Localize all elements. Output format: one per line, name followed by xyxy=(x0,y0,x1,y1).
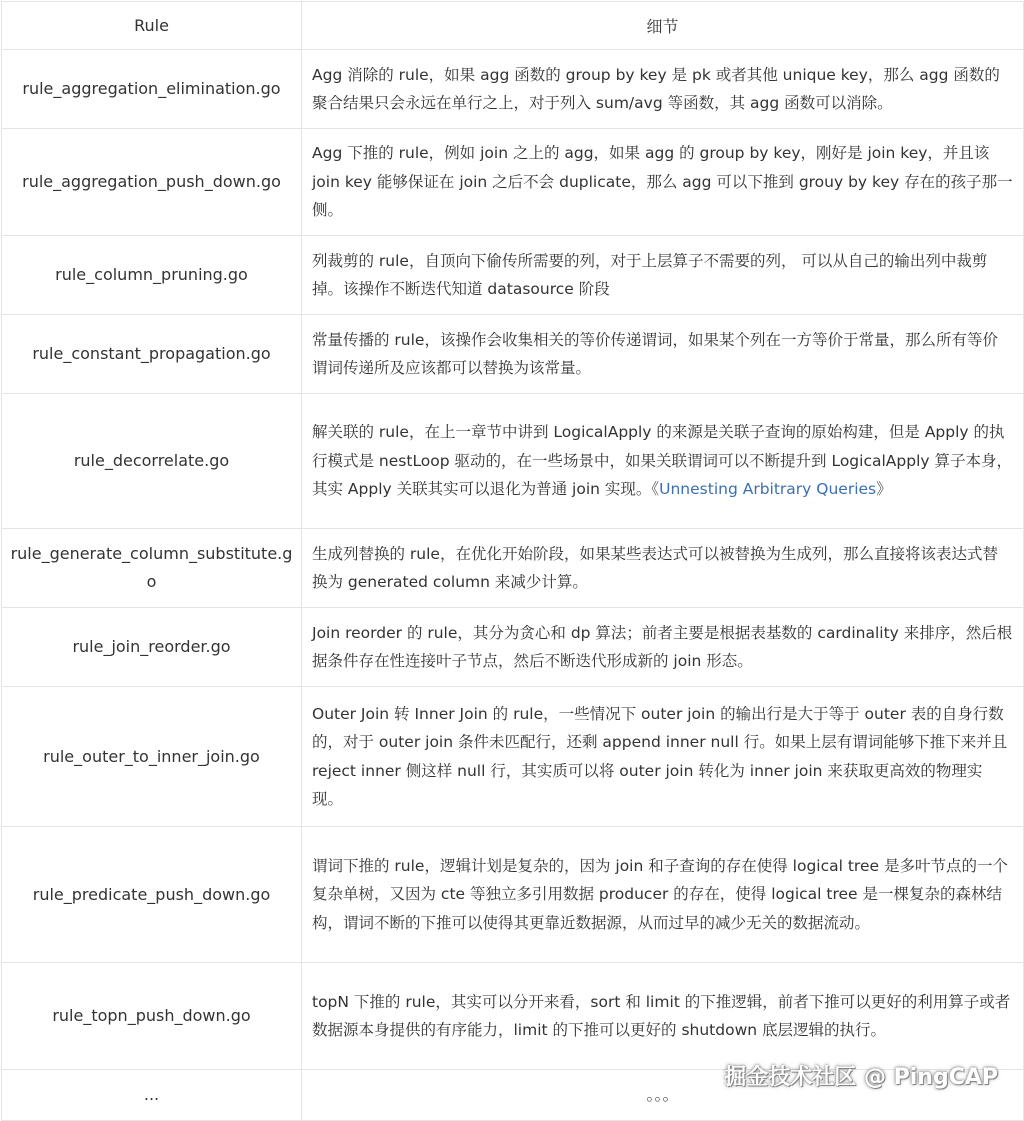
rule-detail-close-bracket: 》 xyxy=(876,480,892,499)
rule-file-name: rule_generate_column_substitute.go xyxy=(2,529,302,608)
rule-detail: 。。。 xyxy=(302,1070,1024,1121)
rule-detail: 列裁剪的 rule，自顶向下偷传所需要的列，对于上层算子不需要的列， 可以从自己的输出列中裁剪掉。该操作不断迭代知道 datasource 阶段 xyxy=(302,236,1024,315)
rule-file-name: rule_constant_propagation.go xyxy=(2,315,302,394)
rule-file-name: rule_topn_push_down.go xyxy=(2,963,302,1070)
header-detail: 细节 xyxy=(302,2,1024,50)
rule-file-name: rule_aggregation_push_down.go xyxy=(2,129,302,236)
rule-file-name: rule_join_reorder.go xyxy=(2,608,302,687)
rule-detail xyxy=(302,394,1024,529)
rules-table xyxy=(1,1,1024,1121)
header-rule: Rule xyxy=(2,2,302,50)
rule-file-name: rule_aggregation_elimination.go xyxy=(2,50,302,129)
table-row xyxy=(2,394,1024,529)
rule-file-name: rule_column_pruning.go xyxy=(2,236,302,315)
rule-file-name: rule_predicate_push_down.go xyxy=(2,827,302,963)
rule-detail: Outer Join 转 Inner Join 的 rule，一些情况下 outer join 的输出行是大于等于 outer 表的自身行数的，对于 outer join 条件未匹配行，还剩 append inner null 行。如果上层有谓词能够下推下来并且 reject inner 侧这样 null 行，其实质可以将 outer join 转化为 inner join 来获取更高效的物理实现。 xyxy=(302,687,1024,827)
table-row xyxy=(2,827,1024,963)
table-row xyxy=(2,608,1024,687)
rule-detail: Join reorder 的 rule，其分为贪心和 dp 算法；前者主要是根据表基数的 cardinality 来排序，然后根据条件存在性连接叶子节点，然后不断迭代形成新的 join 形态。 xyxy=(302,608,1024,687)
table-row xyxy=(2,529,1024,608)
table-row xyxy=(2,50,1024,129)
rule-detail: topN 下推的 rule，其实可以分开来看，sort 和 limit 的下推逻辑，前者下推可以更好的利用算子或者数据源本身提供的有序能力，limit 的下推可以更好的 shutdown 底层逻辑的执行。 xyxy=(302,963,1024,1070)
table-row xyxy=(2,963,1024,1070)
table-row xyxy=(2,129,1024,236)
rule-detail: 生成列替换的 rule，在优化开始阶段，如果某些表达式可以被替换为生成列，那么直接将该表达式替换为 generated column 来减少计算。 xyxy=(302,529,1024,608)
rule-detail: Agg 下推的 rule，例如 join 之上的 agg，如果 agg 的 group by key，刚好是 join key，并且该 join key 能够保证在 join 之后不会 duplicate，那么 agg 可以下推到 grouy by key 存在的孩子那一侧。 xyxy=(302,129,1024,236)
watermark: 掘金技术社区 @ PingCAP xyxy=(724,1065,998,1090)
rule-detail: 常量传播的 rule，该操作会收集相关的等价传递谓词，如果某个列在一方等价于常量，那么所有等价谓词传递所及应该都可以替换为该常量。 xyxy=(302,315,1024,394)
rule-file-name: rule_outer_to_inner_join.go xyxy=(2,687,302,827)
rule-file-name: rule_decorrelate.go xyxy=(2,394,302,529)
rule-detail-text: 解关联的 rule，在上一章节中讲到 LogicalApply 的来源是关联子查询的原始构建，但是 Apply 的执行模式是 nestLoop 驱动的，在一些场景中，如果关联谓词可以不断提升到 LogicalApply 算子本身，其实 Apply 关联其实可以退化为普通 join 实现。《 xyxy=(312,423,1012,499)
rule-detail: Agg 消除的 rule，如果 agg 函数的 group by key 是 pk 或者其他 unique key，那么 agg 函数的聚合结果只会永远在单行之上，对于列入 sum/avg 等函数，其 agg 函数可以消除。 xyxy=(302,50,1024,129)
rule-file-name: ... xyxy=(2,1070,302,1121)
table-row xyxy=(2,687,1024,827)
rule-detail: 谓词下推的 rule，逻辑计划是复杂的，因为 join 和子查询的存在使得 logical tree 是多叶节点的一个复杂单树，又因为 cte 等独立多引用数据 producer 的存在，使得 logical tree 是一棵复杂的森林结构，谓词不断的下推可以使得其更靠近数据源，从而过早的减少无关的数据流动。 xyxy=(302,827,1024,963)
header-row xyxy=(2,2,1024,50)
table-row xyxy=(2,236,1024,315)
paper-link[interactable]: Unnesting Arbitrary Queries xyxy=(659,480,877,499)
table-row xyxy=(2,315,1024,394)
